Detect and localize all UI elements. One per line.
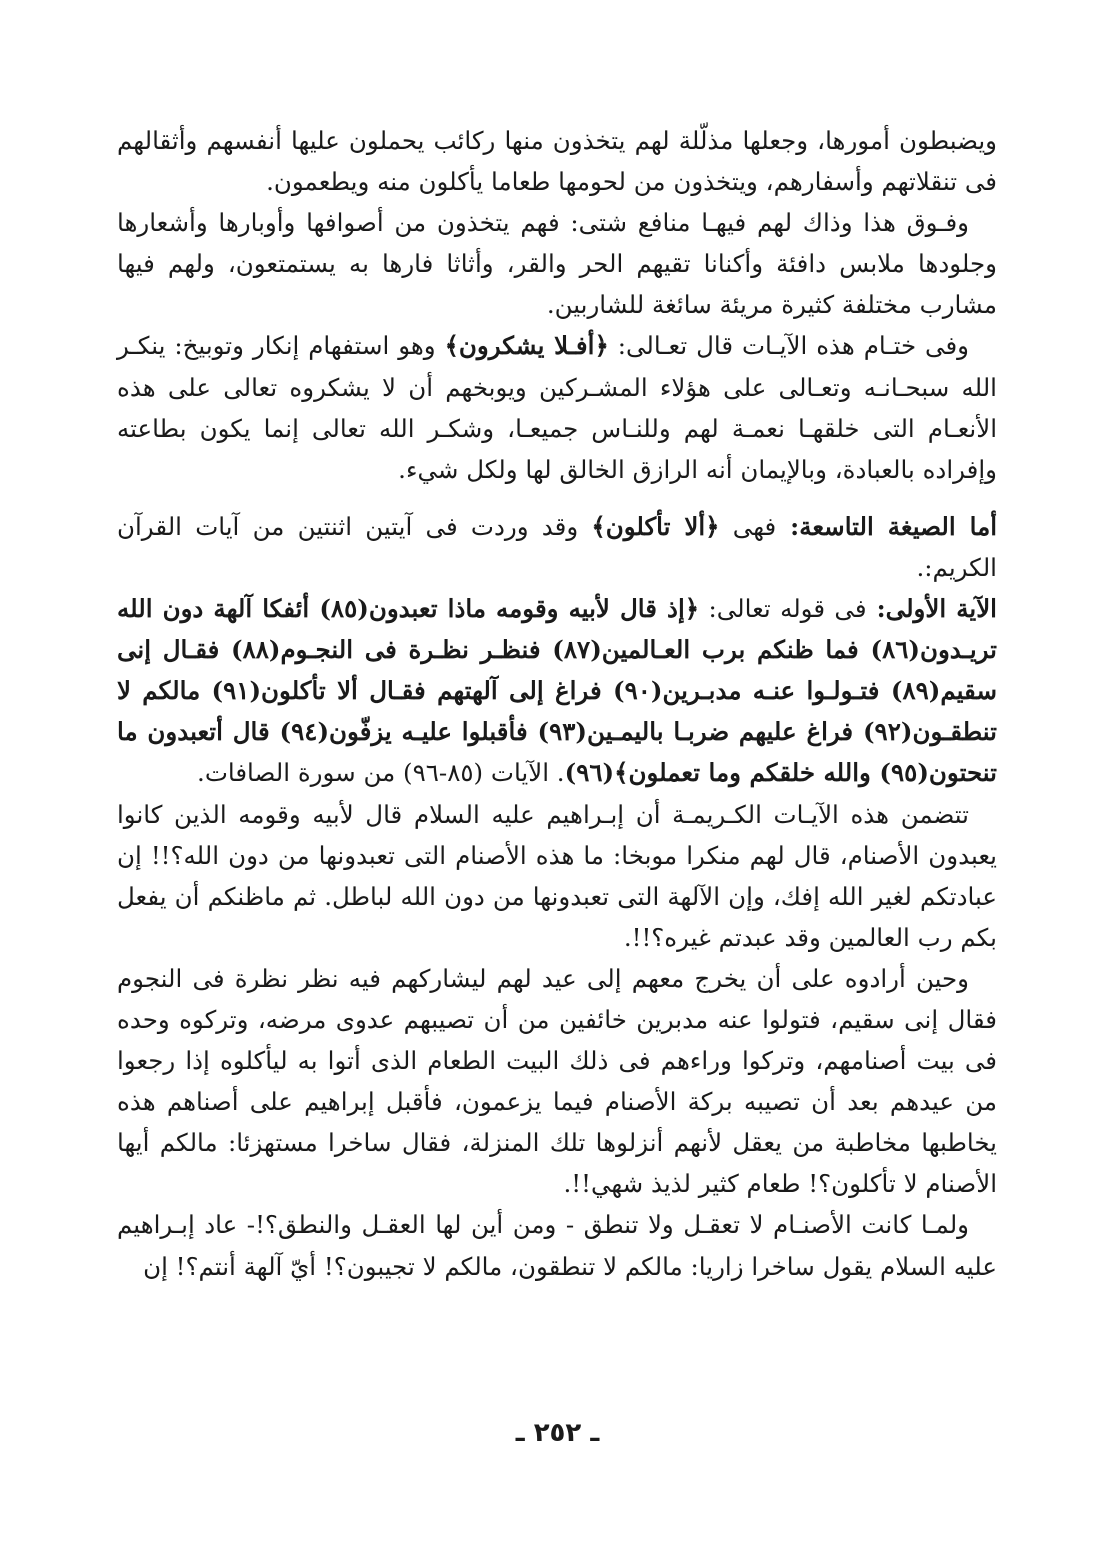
paragraph	[117, 794, 997, 958]
text-segment: وقد وردت فى آيتين اثنتين من آيات القرآن الكريم:.	[117, 511, 997, 582]
paragraph	[117, 325, 997, 489]
bold-text-segment: ﴿ألا تأكلون﴾	[591, 511, 720, 541]
text-segment: وهو استفهام إنكار وتوبيخ: ينكـر الله سبحـانـه وتعـالى على هؤلاء المشـركين ويوبخهم أن لا يشكروه تعالى على هذه الأنعـام التى خلقهـا نعمـة لهم وللنـاس جميعـا، وشكـر الله تعالى إنما يكون بطاعته وإفراده بالعبادة، وبالإيمان أنه الرازق الخالق لها ولكل شيء.	[117, 331, 997, 484]
text-segment: وفى ختـام هذه الآيـات قال تعـالى:	[608, 331, 969, 361]
paragraph	[117, 1204, 997, 1286]
text-segment: وفـوق هذا وذاك لهم فيهـا منافع شتى: فهم يتخذون من أصوافها وأوبارها وأشعارها وجلودها ملابس دافئة وأكنانا تقيهم الحر والقر، وأثاثا فارها به يستمتعون، ولهم فيها مشارب مختلفة كثيرة مريئة سائغة للشاربين.	[117, 208, 997, 320]
paragraph	[117, 958, 997, 1205]
text-segment: فى قوله تعالى:	[699, 594, 867, 624]
bold-text-segment: ﴿أفـلا يشكرون﴾	[444, 331, 609, 361]
paragraph	[117, 202, 997, 325]
paragraph	[117, 120, 997, 202]
paragraph	[117, 506, 997, 588]
text-segment: فهى	[719, 511, 777, 541]
page-body	[117, 120, 997, 1287]
text-segment: تتضمن هذه الآيـات الكـريمـة أن إبـراهيم عليه السلام قال لأبيه وقومه الذين كانوا يعبدون الأصنام، قال لهم منكرا موبخا: ما هذه الأصنام التى تعبدونها من دون الله؟!! إن عبادتكم لغير الله إفك، وإن الآلهة التى تعبدونها من دون الله لباطل. ثم ماظنكم أن يفعل بكم رب العالمين وقد عبدتم غيره؟!!.	[117, 799, 997, 952]
paragraph	[117, 588, 997, 793]
text-segment: . الآيات (٨٥-٩٦) من سورة الصافات.	[197, 758, 565, 788]
bold-text-segment: أما الصيغة التاسعة:	[776, 511, 998, 541]
bold-text-segment: ﴿إذ قال لأبيه وقومه ماذا تعبدون(٨٥) أئفكا آلهة دون الله تريـدون(٨٦) فما ظنكم برب العـالمين(٨٧) فنظـر نظـرة فى النجـوم(٨٨) فقـال إنى سقيم(٨٩) فتـولـوا عنـه مدبـرين(٩٠) فراغ إلى آلهتهم فقـال ألا تأكلون(٩١) مالكم لا تنطقـون(٩٢) فراغ عليهم ضربـا باليمـين(٩٣) فأقبلوا عليـه يزفّون(٩٤) قال أتعبدون ما تنحتون(٩٥) والله خلقكم وما تعملون﴾(٩٦)	[117, 594, 997, 788]
text-segment: وحين أرادوه على أن يخرج معهم إلى عيد لهم ليشاركهم فيه نظر نظرة فى النجوم فقال إنى سقيم، فتولوا عنه مدبرين خائفين من أن تصيبهم عدوى مرضه، وتركوه وحده فى بيت أصنامهم، وتركوا وراءهم فى ذلك البيت الطعام الذى أتوا به ليأكلوه إذا رجعوا من عيدهم بعد أن تصيبه بركة الأصنام فيما يزعمون، فأقبل إبراهيم على أصناهم هذه يخاطبها مخاطبة من يعقل لأنهم أنزلوها تلك المنزلة، فقال ساخرا مستهزئا: مالكم أيها الأصنام لا تأكلون؟! طعام كثير لذيذ شهي!!.	[117, 963, 997, 1199]
bold-text-segment: الآية الأولى:	[866, 594, 997, 624]
text-segment: ولمـا كانت الأصنـام لا تعقـل ولا تنطق - ومن أين لها العقـل والنطق؟!- عاد إبـراهيم عليه السلام يقول ساخرا زاريا: مالكم لا تنطقون، مالكم لا تجيبون؟! أيّ آلهة أنتم؟! إن	[117, 1210, 997, 1281]
page-number: ـ ٢٥٢ ـ	[515, 1418, 600, 1448]
text-segment: ويضبطون أمورها، وجعلها مذلّلة لهم يتخذون منها ركائب يحملون عليها أنفسهم وأثقالهم فى تنقلاتهم وأسفارهم، ويتخذون من لحومها طعاما يأكلون منه ويطعمون.	[117, 126, 997, 197]
